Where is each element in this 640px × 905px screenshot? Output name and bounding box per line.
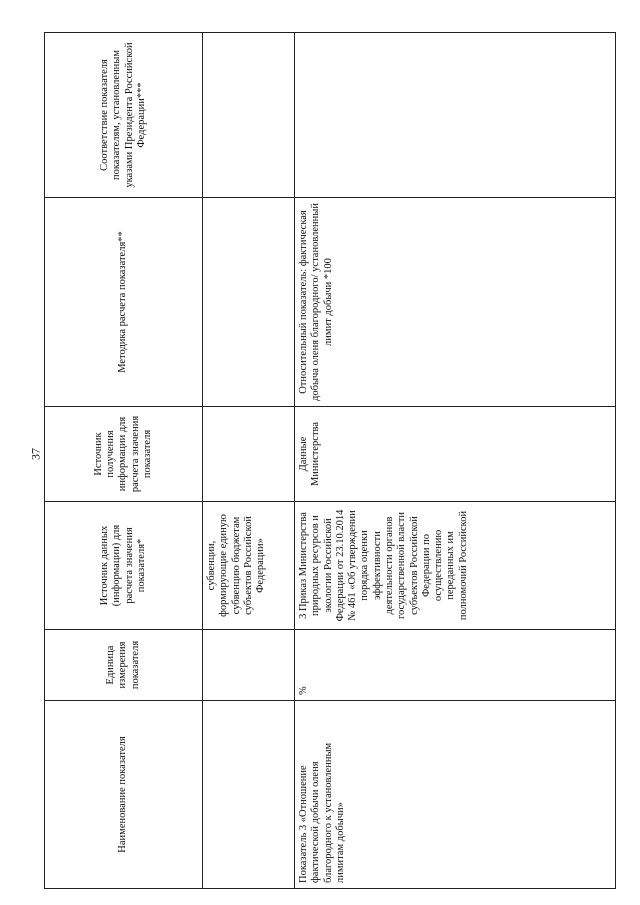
header-indicator-name: Наименование показателя: [45, 701, 203, 889]
cell-compliance: [295, 33, 616, 198]
cell-name: [203, 701, 295, 889]
header-method: Методика расчета показателя**: [45, 198, 203, 407]
header-data-source: Источник данных (информации) для расчета значения показателя*: [45, 502, 203, 630]
indicator-table-wrapper: [44, 33, 616, 889]
cell-compliance: [203, 33, 295, 198]
indicator-table: [44, 32, 616, 889]
table-row: [295, 33, 616, 889]
cell-info-source: Данные Министерства: [295, 407, 616, 502]
table-row: [203, 33, 295, 889]
cell-info-source: [203, 407, 295, 502]
table-header-row: [45, 33, 203, 889]
cell-data-source: 3 Приказ Министерства природных ресурсов и экологии Российской Федерации от 23.10.2014 № 461 «Об утверждении порядка оценки эффективности деятельности органов государственной власти субъектов Российской Федерации по осуществлению переданных им полномочий Российской: [295, 502, 616, 630]
header-unit: Единица измерения показателя: [45, 630, 203, 701]
header-info-source: Источник получения информации для расчета значения показателя: [45, 407, 203, 502]
cell-unit: %: [295, 630, 616, 701]
cell-data-source: субвенции, формирующие единую субвенцию бюджетам субъектов Российской Федерации»: [203, 502, 295, 630]
cell-name: Показатель 3 «Отношение фактической добычи оленя благородного к установленным лимитам добычи»: [295, 701, 616, 889]
page-number: 37: [28, 448, 43, 460]
cell-unit: [203, 630, 295, 701]
cell-method: Относительный показатель: фактическая добыча оленя благородного/ установленный лимит добычи *100: [295, 198, 616, 407]
header-compliance: Соответствие показателя показателям, установленным указами Президента Российской Федерации***: [45, 33, 203, 198]
cell-method: [203, 198, 295, 407]
